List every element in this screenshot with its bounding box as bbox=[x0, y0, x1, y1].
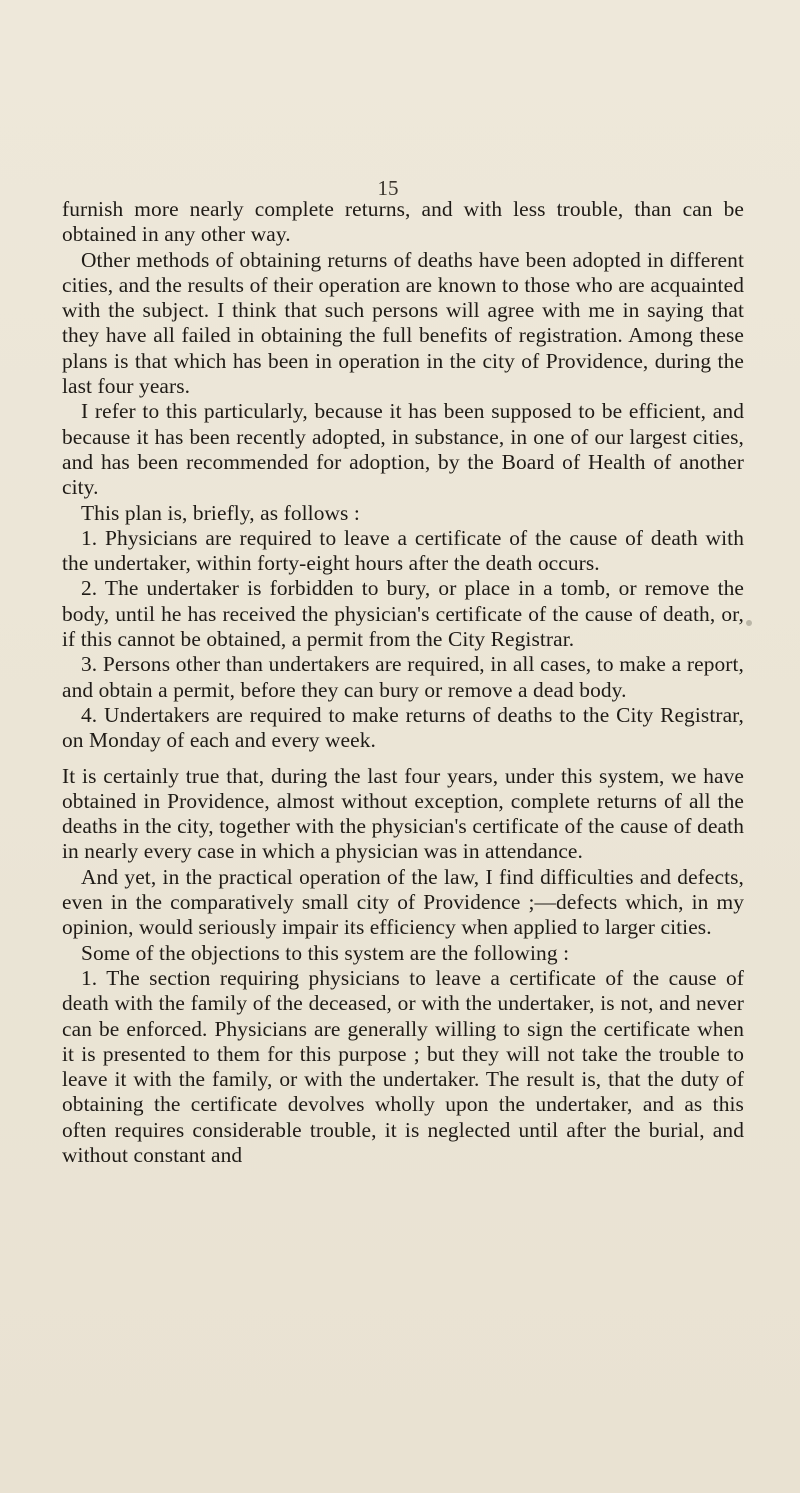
numbered-item: 3. Persons other than undertakers are required, in all cases, to make a report, and obtain a permit, before they can bury or remove a dead body. bbox=[62, 652, 744, 702]
paragraph: It is certainly true that, during the last four years, under this system, we have obtained in Providence, almost without exception, complete returns of all the deaths in the city, together with the physician's certificate of the cause of death in nearly every case in which a physician was in attendance. bbox=[62, 763, 744, 864]
paragraph: This plan is, briefly, as follows : bbox=[81, 500, 360, 525]
numbered-item: 1. Physicians are required to leave a certificate of the cause of death with the undertaker, within forty-eight hours after the death occurs. bbox=[62, 525, 744, 576]
numbered-item: 4. Undertakers are required to make returns of deaths to the City Registrar, on Monday of each and every week. bbox=[62, 702, 744, 753]
numbered-item: 2. The undertaker is forbidden to bury, or place in a tomb, or remove the body, until he has received the physician's certificate of the cause of death, or, if this cannot be obtained, a permit from the City Registrar. bbox=[62, 576, 744, 652]
page-number: 15 bbox=[377, 176, 399, 200]
paragraph: Some of the objections to this system are the following : bbox=[81, 940, 570, 965]
page-blemish bbox=[746, 620, 752, 626]
numbered-item: 1. The section requiring physicians to leave a certificate of the cause of death with the family of the deceased, or with the undertaker, is not, and never can be enforced. Physicians are generally willing to sign the certificate when it is presented to them for this purpose ; but they will not take the trouble to leave it with the family, or with the undertaker. The result is, that the duty of obtaining the certificate devolves wholly upon the undertaker, and as this often requires considerable trouble, it is neglected until after the burial, and without constant and bbox=[62, 965, 744, 1167]
paragraph: And yet, in the practical operation of the law, I find difficulties and defects, even in the comparatively small city of Providence ;—defects which, in my opinion, would seriously impair its efficiency when applied to larger cities. bbox=[62, 864, 744, 940]
paragraph: I refer to this particularly, because it has been supposed to be efficient, and because it has been recently adopted, in substance, in one of our largest cities, and has been recommended for adoption, by the Board of Health of another city. bbox=[62, 399, 744, 500]
paragraph-continuation: furnish more nearly complete returns, and with less trouble, than can be obtained in any other way. bbox=[62, 197, 744, 247]
paragraph: Other methods of obtaining returns of deaths have been adopted in different cities, and the results of their operation are known to those who are acquainted with the subject. I think that such persons will agree with me in saying that they have all failed in obtaining the full benefits of registration. Among these plans is that which has been in operation in the city of Providence, during the last four years. bbox=[62, 247, 744, 399]
body-text bbox=[62, 197, 744, 1168]
